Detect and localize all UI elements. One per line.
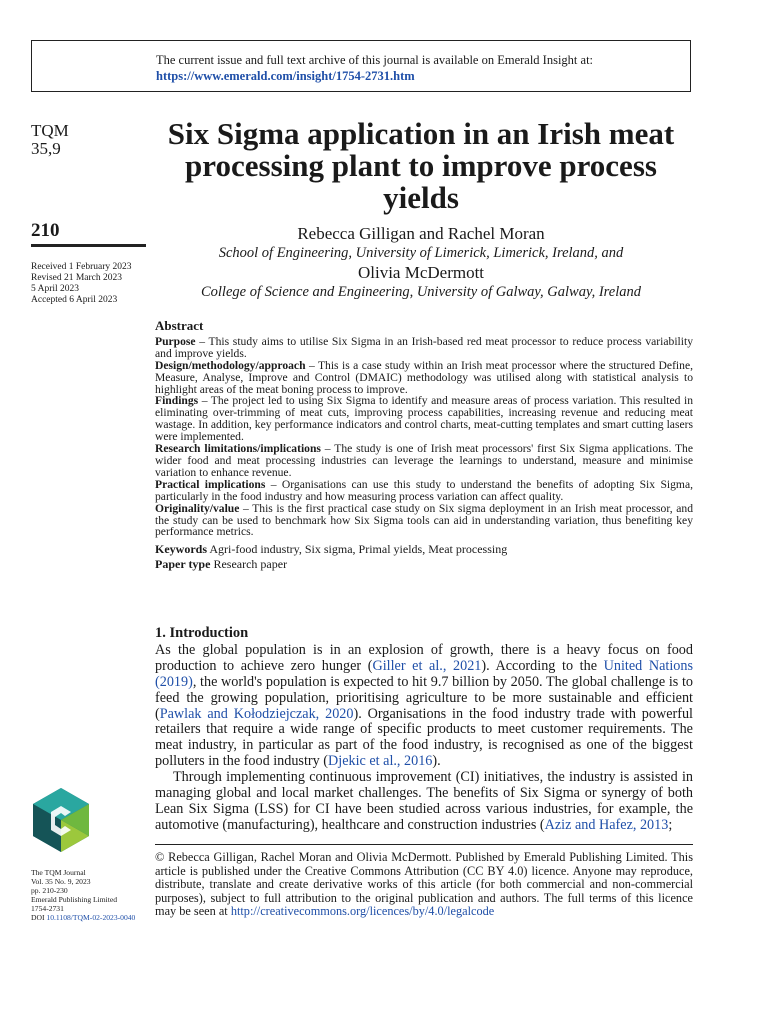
abstract-design (155, 360, 693, 396)
originality-text: – This is the first practical case study on Six sigma deployment in an Irish meat processor, and the study can be used to benchmark how Six Sigma tools can aid in understanding variation, thus benefiting key performance metrics. (155, 501, 693, 539)
purpose-text: – This study aims to utilise Six Sigma in an Irish-based red meat processor to reduce process variability and improve yields. (155, 334, 693, 360)
abstract (155, 320, 693, 572)
doi-label: DOI (31, 913, 47, 922)
intro-text: ). According to the (481, 657, 604, 674)
affiliation-1: School of Engineering, University of Limerick, Limerick, Ireland, and (218, 245, 624, 261)
license-link[interactable]: http://creativecommons.org/licences/by/4.0/legalcode (230, 904, 495, 919)
practical-text: – Organisations can use this study to understand the benefits of adopting Six Sigma, particularly in the food industry and how measuring process variation can affect quality. (155, 477, 693, 503)
journal-abbrev: TQM (31, 121, 69, 140)
intro-text: Through implementing continuous improvement (CI) initiatives, the industry is assisted in managing global and local market challenges. The benefits of Six Sigma or synergy of both Lean Six Sigma (LSS) for CI have been studied across various industries, for example, the automotive (manufacturing), healthcare and construction industries ( (155, 769, 693, 833)
keywords-label: Keywords (155, 542, 207, 557)
pub-journal: The TQM Journal (31, 868, 86, 877)
authors-line-1: Rebecca Gilligan and Rachel Moran (297, 224, 545, 243)
journal-volume: 35,9 (31, 139, 61, 158)
originality-label: Originality/value (155, 501, 240, 515)
page-number-rule (31, 244, 146, 247)
limitations-text: – The study is one of Irish meat processors' first Six Sigma applications. The wider food and meat processing industries can leverage the learnings to understand, measure and minimise variation to enhance revenue. (155, 442, 693, 479)
citation-link[interactable]: Aziz and Hafez, 2013 (544, 816, 669, 833)
journal-banner (31, 40, 691, 92)
emerald-logo-icon (31, 786, 91, 854)
date-accepted: Accepted 6 April 2023 (31, 295, 118, 305)
findings-text: – The project led to using Six Sigma to identify and measure areas of process variation. This resulted in eliminating over-trimming of meat cuts, improving process capabilities, increasing revenue and reducing meat wastage. In addition, key performance indicators and control charts, meat-cutting templates and smart cutting lasers were implemented. (155, 394, 693, 444)
article-title: Six Sigma application in an Irish meat processing plant to improve process yields (167, 116, 675, 215)
citation-link[interactable]: United Nations (2019) (155, 657, 693, 690)
limitations-label: Research limitations/implications (155, 442, 321, 456)
license-text: © Rebecca Gilligan, Rachel Moran and Olivia McDermott. Published by Emerald Publishing Limited. This article is published under the Creative Commons Attribution (CC BY 4.0) licence. Anyone may reproduce, distribute, translate and create derivative works of this article (for both commercial and non-commercial purposes), subject to full attribution to the original publication and authors. The full terms of this licence may be seen at (155, 850, 693, 919)
abstract-originality (155, 503, 693, 539)
intro-text: ). Organisations in the food industry trade with powerful retailers that require a wide range of specific products to meet customer requirements. The meat industry, in particular as part of the food industry, is recognised as one of the biggest polluters in the food industry ( (155, 705, 693, 770)
citation-link[interactable]: Djekic et al., 2016 (328, 753, 433, 770)
publication-info (31, 868, 151, 922)
introduction (155, 626, 693, 834)
intro-text: As the global population is in an explosion of growth, there is a heavy focus on food production to achieve zero hunger ( (155, 641, 693, 674)
intro-text: , the world's population is expected to hit 9.7 billion by 2050. The global challenge is to feed the growing population, prioritising agriculture to be more sustainable and efficient ( (155, 673, 693, 722)
abstract-heading: Abstract (155, 318, 204, 333)
abstract-practical (155, 479, 693, 503)
papertype-label: Paper type (155, 557, 211, 572)
pub-pages: pp. 210-230 (31, 886, 68, 895)
citation-link[interactable]: Pawlak and Kołodziejczak, 2020 (159, 705, 354, 722)
date-received: Received 1 February 2023 (31, 262, 132, 272)
banner-link[interactable]: https://www.emerald.com/insight/1754-2731.htm (156, 69, 415, 83)
date-revised-2: 5 April 2023 (31, 284, 80, 294)
banner-text: The current issue and full text archive of this journal is available on Emerald Insight at: (156, 53, 594, 67)
page-number: 210 (31, 220, 60, 241)
keywords (155, 542, 693, 572)
date-revised: Revised 21 March 2023 (31, 273, 123, 283)
papertype-text: Research paper (210, 557, 288, 572)
citation-link[interactable]: Giller et al., 2021 (372, 657, 482, 674)
journal-name (31, 122, 146, 158)
abstract-limitations (155, 443, 693, 479)
intro-text: ; (668, 816, 673, 833)
license-divider (155, 844, 693, 845)
authors-line-2: Olivia McDermott (357, 263, 485, 282)
abstract-purpose (155, 336, 693, 360)
doi-link[interactable]: 10.1108/TQM-02-2023-0040 (46, 913, 136, 922)
design-text: – This is a case study within an Irish meat processor where the structured Define, Measure, Analyse, Improve and Control (DMAIC) methodology was utilised along with statistical analysis to highlight areas of the meat boning process to improve. (155, 358, 693, 396)
abstract-findings (155, 395, 693, 443)
intro-heading: 1. Introduction (155, 625, 249, 641)
practical-label: Practical implications (155, 477, 266, 491)
keywords-text: Agri-food industry, Six sigma, Primal yields, Meat processing (207, 542, 508, 557)
intro-text: ). (432, 753, 441, 770)
pub-issn: 1754-2731 (31, 904, 64, 913)
findings-label: Findings (155, 394, 199, 408)
affiliation-2: College of Science and Engineering, University of Galway, Galway, Ireland (200, 284, 642, 300)
pub-doi (31, 913, 151, 922)
article-dates (31, 262, 146, 306)
intro-paragraph-2 (155, 770, 693, 834)
license-notice (155, 851, 693, 919)
design-label: Design/methodology/approach (155, 358, 306, 372)
intro-paragraph-1 (155, 643, 693, 770)
pub-publisher: Emerald Publishing Limited (31, 895, 118, 904)
purpose-label: Purpose (155, 334, 196, 348)
pub-volume: Vol. 35 No. 9, 2023 (31, 877, 91, 886)
